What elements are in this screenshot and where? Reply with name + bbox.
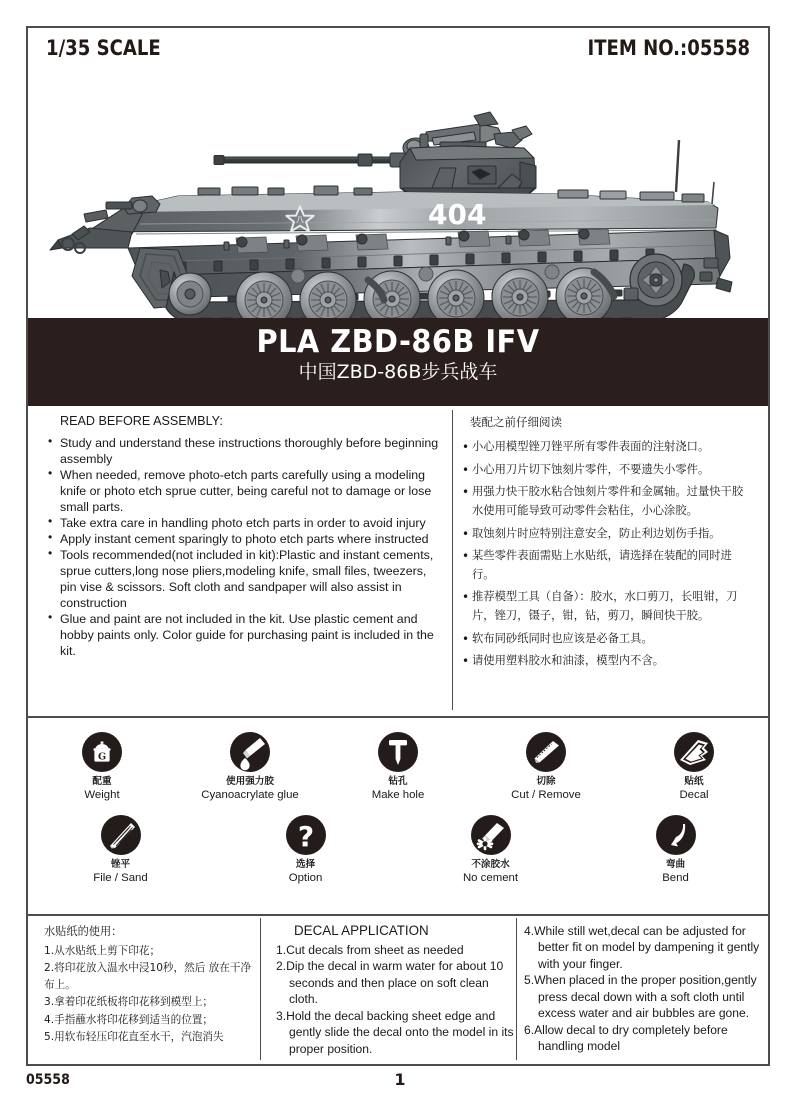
list-item: • Study and understand these instructions thoroughly before beginning assembly xyxy=(46,435,446,467)
legend-label-cn: 弯曲 xyxy=(665,858,686,870)
decal-english-column-left xyxy=(276,923,514,1057)
read-before-assembly-heading: READ BEFORE ASSEMBLY: xyxy=(60,414,223,428)
item-number-label: ITEM NO.:05558 xyxy=(587,36,750,60)
list-item: 4.手指蘸水将印花移到适当的位置； xyxy=(44,1013,214,1026)
list-item: • 软布同砂纸同时也应该是必备工具。 xyxy=(460,630,752,649)
footer-item-number: 05558 xyxy=(26,1072,70,1088)
list-item: • 小心用刀片切下蚀刻片零件，不要遗失小零件。 xyxy=(460,461,752,480)
weight-icon xyxy=(82,732,122,772)
legend-label-en: Make hole xyxy=(371,788,425,801)
list-item: 1.Cut decals from sheet as needed xyxy=(276,943,464,957)
read-before-assembly-heading-chinese: 装配之前仔细阅读 xyxy=(470,415,562,429)
legend-label-cn: 选择 xyxy=(295,858,316,870)
decal-chinese-column xyxy=(42,923,258,1046)
legend-label-en: Cut / Remove xyxy=(511,788,581,801)
list-item: • 请使用塑料胶水和油漆，模型内不含。 xyxy=(460,652,752,671)
instruction-sheet xyxy=(26,26,770,1066)
list-item: • Tools recommended(not included in kit):Plastic and instant cements, sprue cutters,long nose pliers,modeling knife, small files, tweezers, pin vise & scissors. Soft cloth and sandpaper will also assist in construction xyxy=(46,547,446,611)
decal-application-section xyxy=(28,916,768,1066)
list-item: 1.从水贴纸上剪下印花； xyxy=(44,945,161,957)
decal-heading-chinese: 水贴纸的使用： xyxy=(44,925,123,938)
legend-label-en: File / Sand xyxy=(93,871,148,884)
legend-item-bend xyxy=(610,815,742,886)
list-item: 3.Hold the decal backing sheet edge and gently slide the decal onto the model in its proper position. xyxy=(276,1008,514,1056)
legend-label-en: Weight xyxy=(84,788,120,801)
legend-item-weight xyxy=(36,732,168,803)
title-english: PLA ZBD-86B IFV xyxy=(256,324,540,360)
list-item: 2.将印花放入温水中浸10秒，然后 放在干净布上。 xyxy=(44,962,252,992)
list-item: • When needed, remove photo-etch parts carefully using a modeling knife or photo etch sprue cutter, being careful not to damage or lose small parts. xyxy=(46,467,446,515)
decal-heading-english: DECAL APPLICATION xyxy=(294,923,429,938)
legend-label-cn: 配重 xyxy=(92,776,112,787)
footer-page-number: 1 xyxy=(394,1070,406,1089)
list-item: 3.拿着印花纸板将印花移到模型上； xyxy=(44,996,214,1009)
list-item: 4.While still wet,decal can be adjusted for better fit on model by dampening it gently with your finger. xyxy=(524,924,760,971)
legend-label-en: Option xyxy=(288,871,323,884)
autocannon-barrel xyxy=(214,153,422,167)
decal-english-steps-left xyxy=(276,942,514,1057)
legend-item-cut-remove xyxy=(480,732,612,803)
decal-chinese-steps xyxy=(42,943,258,1046)
title-chinese: 中国ZBD-86B步兵战车 xyxy=(298,360,498,383)
scale-label: 1/35 SCALE xyxy=(46,36,161,60)
list-item: • 推荐模型工具（自备）：胶水，水口剪刀，长咀钳，刀片，锉刀，镊子，钳，钻，剪刀，瞬间快干胶。 xyxy=(460,588,752,625)
legend-label-cn: 锉平 xyxy=(110,858,131,870)
svg-text:八: 八 xyxy=(296,215,304,225)
svg-text:G: G xyxy=(97,751,107,763)
legend-label-en: Decal xyxy=(679,788,709,801)
chinese-bullet-list xyxy=(460,438,752,671)
instructions-chinese-column xyxy=(460,414,752,675)
decal-icon xyxy=(674,732,714,772)
legend-label-en: Cyanoacrylate glue xyxy=(201,788,299,801)
list-item: • 某些零件表面需贴上水贴纸，请选择在装配的同时进行。 xyxy=(460,547,752,584)
legend-item-cyanoacrylate-glue xyxy=(184,732,316,803)
instructions-section xyxy=(28,406,768,718)
instructions-divider xyxy=(452,410,453,710)
list-item: • Take extra care in handling photo etch parts in order to avoid injury xyxy=(46,515,446,531)
list-item: • Apply instant cement sparingly to photo etch parts where instructed xyxy=(46,531,446,547)
cut-icon xyxy=(526,732,566,772)
list-item: • 取蚀刻片时应特别注意安全，防止利边划伤手指。 xyxy=(460,525,752,544)
road-wheel xyxy=(492,269,548,318)
legend-item-decal xyxy=(628,732,760,803)
legend-item-option xyxy=(240,815,372,886)
symbol-legend-section xyxy=(28,718,768,916)
decal-divider-1 xyxy=(260,918,261,1060)
drill-icon xyxy=(378,732,418,772)
list-item: 2.Dip the decal in warm water for about 10 seconds and then place on soft clean cloth. xyxy=(276,959,504,1007)
legend-label-cn: 贴纸 xyxy=(684,776,704,787)
bend-icon xyxy=(656,815,696,855)
legend-label-cn: 钻孔 xyxy=(388,776,408,787)
vehicle-illustration xyxy=(28,62,768,318)
decal-divider-2 xyxy=(516,918,517,1060)
legend-label-en: No cement xyxy=(462,871,519,884)
front-idler xyxy=(169,273,211,315)
no-cement-icon xyxy=(471,815,511,855)
title-banner xyxy=(28,318,768,406)
glue-drop-icon xyxy=(230,732,270,772)
legend-row-2 xyxy=(28,803,768,886)
hull-number-404: 404 xyxy=(428,198,487,231)
list-item: 5.When placed in the proper position,gently press decal down with a soft cloth until excess water and air bubbles are gone. xyxy=(524,973,757,1021)
legend-label-en: Bend xyxy=(662,871,689,884)
legend-item-file-sand xyxy=(55,815,187,886)
legend-item-no-cement xyxy=(425,815,557,886)
legend-label-cn: 使用强力胶 xyxy=(226,776,274,787)
list-item: 6.Allow decal to dry completely before handling model xyxy=(524,1022,728,1054)
list-item: 5.用软布轻压印花直至水干，汽泡消失 xyxy=(44,1030,224,1043)
list-item: • Glue and paint are not included in the kit. Use plastic cement and hobby paints only. Color guide for purchasing paint is included in the kit. xyxy=(46,611,446,659)
legend-label-cn: 不涂胶水 xyxy=(471,858,510,870)
question-icon xyxy=(286,815,326,855)
english-bullet-list xyxy=(46,435,446,659)
instructions-english-column xyxy=(46,414,446,659)
decal-english-steps-right xyxy=(524,923,762,1055)
list-item: • 小心用模型锉刀锉平所有零件表面的注射浇口。 xyxy=(460,438,752,457)
svg-text:?: ? xyxy=(297,819,314,853)
list-item: • 用强力快干胶水粘合蚀刻片零件和金属轴。过量快干胶水使用可能导致可动零件会粘住，小心涂胶。 xyxy=(460,483,752,520)
legend-row-1 xyxy=(28,718,768,803)
file-sand-icon xyxy=(101,815,141,855)
legend-label-cn: 切除 xyxy=(536,776,556,787)
decal-english-column-right xyxy=(524,923,762,1055)
legend-item-make-hole xyxy=(332,732,464,803)
